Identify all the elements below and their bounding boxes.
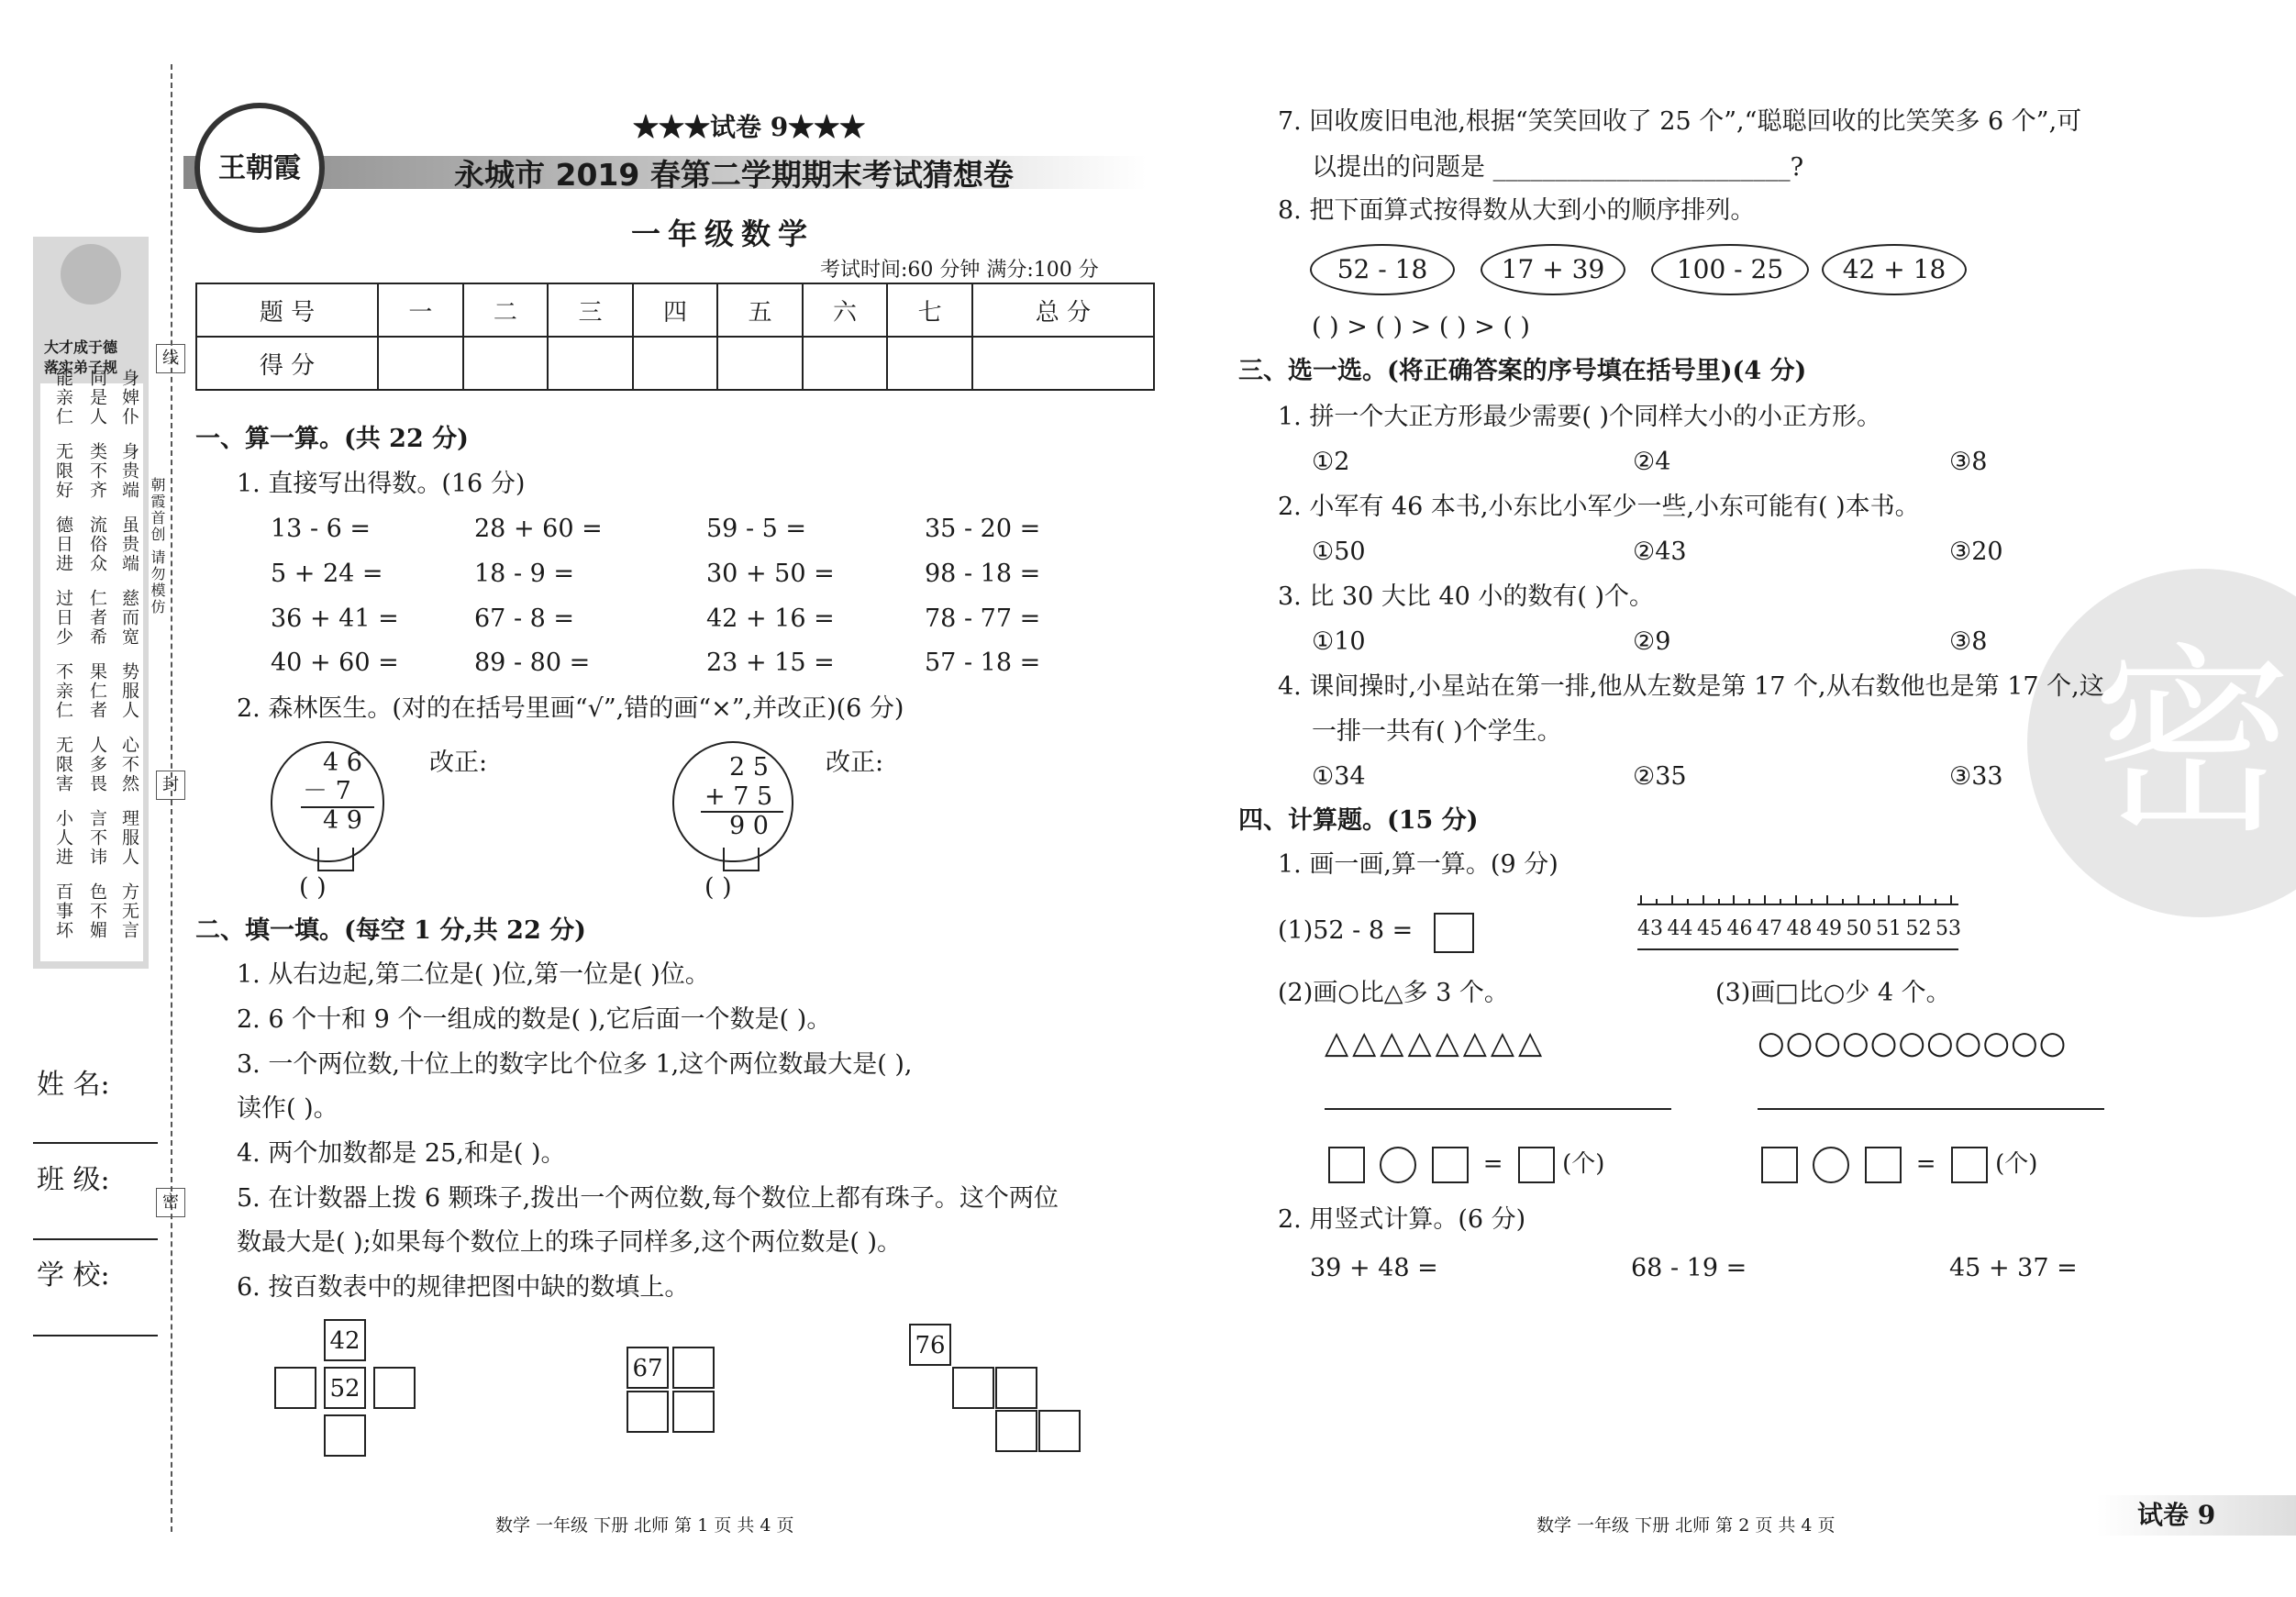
score-header-cell: 三 xyxy=(548,283,633,337)
subject-title: 一年级数学 xyxy=(631,216,815,251)
fill-question: 5. 在计数器上拨 6 颗珠子,拨出一个两位数,每个数位上都有珠子。这个两位 xyxy=(237,1184,1059,1213)
ruler-tick xyxy=(1811,899,1813,904)
draw-line-1[interactable] xyxy=(1325,1108,1671,1110)
grid-b-cell[interactable] xyxy=(672,1347,715,1389)
section-3-heading: 三、选一选。(将正确答案的序号填在括号里)(4 分) xyxy=(1238,357,1807,385)
ruler-label: 50 xyxy=(1846,917,1872,940)
calc-item: 18 - 9 = xyxy=(474,560,575,588)
motto-line: 小人进 xyxy=(53,809,73,867)
score-header-cell: 二 xyxy=(463,283,549,337)
grid-a-cell: 42 xyxy=(324,1319,366,1361)
calc-item: 5 + 24 = xyxy=(271,560,383,588)
ruler-label: 46 xyxy=(1726,917,1753,940)
calc-item: 98 - 18 = xyxy=(925,560,1041,588)
fill-question: 1. 从右边起,第二位是( )位,第一位是( )位。 xyxy=(237,960,710,989)
calc-item: 40 + 60 = xyxy=(271,649,399,677)
ruler-tick xyxy=(1703,895,1704,904)
section-1-heading: 一、算一算。(共 22 分) xyxy=(195,425,469,453)
score-table xyxy=(195,283,1155,391)
footer-left: 数学 一年级 下册 北师 第 1 页 共 4 页 xyxy=(495,1515,794,1536)
q8: 8. 把下面算式按得数从大到小的顺序排列。 xyxy=(1278,196,1756,225)
circles-row: ○○○○○○○○○○○ xyxy=(1758,1025,2068,1061)
blank-square-icon[interactable] xyxy=(1328,1147,1365,1183)
answer-paren-2[interactable]: ( ) xyxy=(704,873,732,902)
score-cell[interactable] xyxy=(972,337,1154,390)
q7-line2: 以提出的问题是 ________________________? xyxy=(1312,153,1804,182)
mc-option[interactable]: ③33 xyxy=(1949,762,2003,791)
fill-question: 3. 一个两位数,十位上的数字比个位多 1,这个两位数最大是( ), xyxy=(237,1050,913,1079)
ruler-label: 45 xyxy=(1697,917,1723,940)
motto-line: 过日少 xyxy=(53,589,73,647)
grid-a-cell: 52 xyxy=(324,1367,366,1409)
fill-question: 4. 两个加数都是 25,和是( )。 xyxy=(237,1139,566,1168)
triangles-row: △△△△△△△△ xyxy=(1325,1025,1547,1061)
fix-label-2: 改正: xyxy=(826,749,884,777)
vcalc-2: 68 - 19 = xyxy=(1631,1254,1747,1282)
blank-circle-icon[interactable] xyxy=(1813,1147,1849,1183)
publisher-logo xyxy=(194,103,325,233)
grid-c-cell[interactable] xyxy=(952,1367,994,1409)
equals-sign: = xyxy=(1915,1150,1936,1178)
tree-1-c: 4 9 xyxy=(323,806,362,835)
q1-1: 1. 直接写出得数。(16 分) xyxy=(237,470,526,498)
oval-expr-3: 100 - 25 xyxy=(1651,244,1809,295)
ruler-tick xyxy=(1718,899,1720,904)
q7-line1: 7. 回收废旧电池,根据“笑笑回收了 25 个”,“聪聪回收的比笑笑多 6 个”,可 xyxy=(1278,107,2082,136)
tree-2-a: 2 5 xyxy=(729,753,769,782)
score-header-cell: 五 xyxy=(717,283,803,337)
logo-text: 王朝霞 xyxy=(218,152,301,184)
ruler-tick xyxy=(1826,895,1828,904)
ruler-tick xyxy=(1671,895,1673,904)
fill-question: 6. 按百数表中的规律把图中缺的数填上。 xyxy=(237,1273,690,1302)
blank-square-icon[interactable] xyxy=(1761,1147,1798,1183)
unit-label: (个) xyxy=(1995,1150,2038,1178)
ruler-label: 44 xyxy=(1667,917,1693,940)
mc-question: 4. 课间操时,小星站在第一排,他从左数是第 17 个,从右数他也是第 17 个,这 xyxy=(1278,672,2104,701)
mc-option[interactable]: ②4 xyxy=(1633,448,1671,476)
blank-square-icon[interactable] xyxy=(1865,1147,1902,1183)
grid-a-cell[interactable] xyxy=(324,1414,366,1457)
ruler-tick xyxy=(1888,895,1890,904)
notice-text: 朝霞首创 请勿模仿 xyxy=(149,477,166,616)
score-cell[interactable] xyxy=(378,337,463,390)
ruler-label: 53 xyxy=(1936,917,1961,940)
seal-char-2: 封 xyxy=(156,771,185,800)
name-label: 姓 名: xyxy=(37,1069,110,1101)
motto-line: 流俗众 xyxy=(87,516,107,573)
answer-box[interactable] xyxy=(1434,913,1474,953)
motto-line: 无限好 xyxy=(53,442,73,500)
ruler-tick xyxy=(1780,899,1781,904)
q4-1a: (1)52 - 8 = xyxy=(1278,916,1414,945)
score-header-cell: 题 号 xyxy=(196,283,378,337)
ruler-label: 51 xyxy=(1876,917,1902,940)
motto-line: 仁者希 xyxy=(87,589,107,647)
tree-1-a: 4 6 xyxy=(323,749,362,777)
grid-a-cell[interactable] xyxy=(373,1367,416,1409)
motto-line: 百事坏 xyxy=(53,882,73,940)
grid-c-cell: 76 xyxy=(909,1324,951,1366)
score-row-label: 得 分 xyxy=(196,337,378,390)
grid-c-cell[interactable] xyxy=(995,1367,1037,1409)
mc-option[interactable]: ①34 xyxy=(1312,762,1366,791)
series-label: ★★★试卷 9★★★ xyxy=(633,112,866,142)
q4-1: 1. 画一画,算一算。(9 分) xyxy=(1278,850,1558,879)
motto-line: 理服人 xyxy=(119,809,139,867)
calc-item: 57 - 18 = xyxy=(925,649,1041,677)
ruler-label: 49 xyxy=(1816,917,1842,940)
q4-1c: (3)画□比○少 4 个。 xyxy=(1715,979,1951,1007)
grid-b-cell: 67 xyxy=(627,1347,669,1389)
grid-c-cell[interactable] xyxy=(1038,1410,1081,1452)
ruler-tick xyxy=(1842,899,1844,904)
ruler-tick xyxy=(1687,899,1689,904)
calc-item: 67 - 8 = xyxy=(474,604,575,633)
number-line-top xyxy=(1637,904,1958,905)
motto-line: 类不齐 xyxy=(87,442,107,500)
q4-1b: (2)画○比△多 3 个。 xyxy=(1278,979,1509,1007)
ruler-label: 52 xyxy=(1905,917,1932,940)
tree-2-c: 9 0 xyxy=(729,812,769,840)
motto-line: 德日进 xyxy=(53,516,73,573)
unit-label: (个) xyxy=(1562,1150,1605,1178)
ruler-tick xyxy=(1795,895,1797,904)
calc-item: 36 + 41 = xyxy=(271,604,399,633)
grid-b-cell[interactable] xyxy=(672,1391,715,1433)
blank-circle-icon[interactable] xyxy=(1380,1147,1416,1183)
motto-line: 方无言 xyxy=(119,882,139,940)
seal-char-3: 密 xyxy=(156,1188,185,1217)
calc-item: 30 + 50 = xyxy=(706,560,835,588)
motto-top: 大才成于德 xyxy=(44,338,118,356)
motto-line: 虽贵端 xyxy=(119,516,139,573)
grid-b-cell[interactable] xyxy=(627,1391,669,1433)
seal-char-1: 线 xyxy=(156,344,185,373)
motto-line: 心不然 xyxy=(119,736,139,793)
blank-square-icon[interactable] xyxy=(1951,1147,1988,1183)
oval-expr-1: 52 - 18 xyxy=(1310,244,1455,295)
number-line-bottom xyxy=(1637,948,1958,950)
score-cell[interactable] xyxy=(548,337,633,390)
motto-line: 同是人 xyxy=(87,369,107,427)
mc-option[interactable]: ②9 xyxy=(1633,627,1671,656)
ruler-label: 47 xyxy=(1757,917,1782,940)
vcalc-1: 39 + 48 = xyxy=(1310,1254,1438,1282)
mc-question-cont: 一排一共有( )个学生。 xyxy=(1312,717,1562,746)
ruler-label: 48 xyxy=(1786,917,1813,940)
fill-question: 数最大是( );如果每个数位上的珠子同样多,这个两位数是( )。 xyxy=(237,1228,902,1257)
motto-line: 势服人 xyxy=(119,662,139,720)
equation-3 xyxy=(1761,1145,2037,1183)
score-header-cell: 一 xyxy=(378,283,463,337)
watermark-char: 密 xyxy=(2091,626,2294,860)
score-header-cell: 六 xyxy=(803,283,888,337)
ruler-label: 43 xyxy=(1637,917,1663,940)
mc-option[interactable]: ③8 xyxy=(1949,448,1988,476)
motto-line: 不亲仁 xyxy=(53,662,73,720)
mc-option[interactable]: ③8 xyxy=(1949,627,1988,656)
equals-sign: = xyxy=(1482,1150,1503,1178)
ruler-tick xyxy=(1748,899,1750,904)
calc-item: 78 - 77 = xyxy=(925,604,1041,633)
school-label: 学 校: xyxy=(37,1259,110,1292)
motto-line: 无限害 xyxy=(53,736,73,793)
score-cell[interactable] xyxy=(633,337,718,390)
motto-line: 人多畏 xyxy=(87,736,107,793)
fix-label-1: 改正: xyxy=(429,749,488,777)
score-header-cell: 四 xyxy=(633,283,718,337)
order-blanks[interactable]: ( ) > ( ) > ( ) > ( ) xyxy=(1312,313,1530,341)
exam-info: 考试时间:60 分钟 满分:100 分 xyxy=(820,259,1099,282)
watermark-seal xyxy=(2027,569,2296,917)
mc-option[interactable]: ③20 xyxy=(1949,538,2003,566)
ruler-tick xyxy=(1935,899,1936,904)
score-value-row xyxy=(196,337,1154,390)
score-header-cell: 七 xyxy=(887,283,972,337)
q4-2: 2. 用竖式计算。(6 分) xyxy=(1278,1205,1526,1234)
ruler-tick xyxy=(1656,899,1658,904)
scholar-figure-icon xyxy=(61,244,121,305)
ruler-tick xyxy=(1950,895,1952,904)
fill-question: 读作( )。 xyxy=(237,1094,338,1123)
q1-2: 2. 森林医生。(对的在括号里画“√”,错的画“×”,并改正)(6 分) xyxy=(237,694,904,723)
blank-square-icon[interactable] xyxy=(1432,1147,1469,1183)
oval-expr-4: 42 + 18 xyxy=(1822,244,1967,295)
class-field[interactable] xyxy=(33,1238,158,1240)
ruler-tick xyxy=(1873,899,1875,904)
mc-option[interactable]: ①10 xyxy=(1312,627,1366,656)
name-field[interactable] xyxy=(33,1142,158,1144)
equation-2 xyxy=(1328,1145,1604,1183)
score-header-row xyxy=(196,283,1154,337)
tree-1-b: － 7 xyxy=(303,777,351,805)
footer-right: 数学 一年级 下册 北师 第 2 页 共 4 页 xyxy=(1536,1515,1836,1536)
section-4-heading: 四、计算题。(15 分) xyxy=(1238,806,1479,835)
blank-square-icon[interactable] xyxy=(1518,1147,1555,1183)
ruler-tick xyxy=(1640,895,1642,904)
school-field[interactable] xyxy=(33,1335,158,1336)
calc-item: 59 - 5 = xyxy=(706,515,807,543)
mc-option[interactable]: ①50 xyxy=(1312,538,1366,566)
vcalc-3: 45 + 37 = xyxy=(1949,1254,2078,1282)
oval-expr-2: 17 + 39 xyxy=(1481,244,1625,295)
motto-line: 身贵端 xyxy=(119,442,139,500)
paper-tag: 试卷 9 xyxy=(2137,1500,2216,1530)
draw-line-2[interactable] xyxy=(1758,1108,2104,1110)
fill-question: 2. 6 个十和 9 个一组成的数是( ),它后面一个数是( )。 xyxy=(237,1005,832,1034)
motto-line: 能亲仁 xyxy=(53,369,73,427)
mc-option[interactable]: ②35 xyxy=(1633,762,1687,791)
score-cell[interactable] xyxy=(717,337,803,390)
motto-line: 慈而宽 xyxy=(119,589,139,647)
grid-a-cell[interactable] xyxy=(274,1367,316,1409)
page-title: 永城市 2019 春第二学期期末考试猜想卷 xyxy=(454,157,1014,193)
score-cell[interactable] xyxy=(463,337,549,390)
ruler-tick xyxy=(1903,899,1905,904)
tree-1-trunk xyxy=(317,848,354,871)
ruler-tick xyxy=(1858,895,1859,904)
motto-line: 果仁者 xyxy=(87,662,107,720)
tree-2-b: + 7 5 xyxy=(704,782,773,811)
grid-c-cell[interactable] xyxy=(995,1410,1037,1452)
calc-item: 89 - 80 = xyxy=(474,649,591,677)
motto-top2: 落实弟子规 xyxy=(44,359,118,376)
mc-question: 1. 拼一个大正方形最少需要( )个同样大小的小正方形。 xyxy=(1278,403,1881,431)
ruler-tick xyxy=(1919,895,1921,904)
motto-line: 色不媚 xyxy=(87,882,107,940)
calc-item: 35 - 20 = xyxy=(925,515,1041,543)
ruler-tick xyxy=(1764,895,1766,904)
tree-2-trunk xyxy=(723,848,760,871)
score-header-cell: 总 分 xyxy=(972,283,1154,337)
mc-option[interactable]: ②43 xyxy=(1633,538,1687,566)
mc-option[interactable]: ①2 xyxy=(1312,448,1350,476)
calc-item: 23 + 15 = xyxy=(706,649,835,677)
class-label: 班 级: xyxy=(37,1164,110,1196)
score-cell[interactable] xyxy=(887,337,972,390)
mc-question: 3. 比 30 大比 40 小的数有( )个。 xyxy=(1278,582,1655,611)
ruler-tick xyxy=(1733,895,1735,904)
motto-line: 言不讳 xyxy=(87,809,107,867)
answer-paren-1[interactable]: ( ) xyxy=(299,873,327,902)
calc-item: 42 + 16 = xyxy=(706,604,835,633)
mc-question: 2. 小军有 46 本书,小东比小军少一些,小东可能有( )本书。 xyxy=(1278,493,1920,521)
motto-line: 身婢仆 xyxy=(119,369,139,427)
section-2-heading: 二、填一填。(每空 1 分,共 22 分) xyxy=(195,916,586,945)
calc-item: 28 + 60 = xyxy=(474,515,603,543)
calc-item: 13 - 6 = xyxy=(271,515,372,543)
score-cell[interactable] xyxy=(803,337,888,390)
